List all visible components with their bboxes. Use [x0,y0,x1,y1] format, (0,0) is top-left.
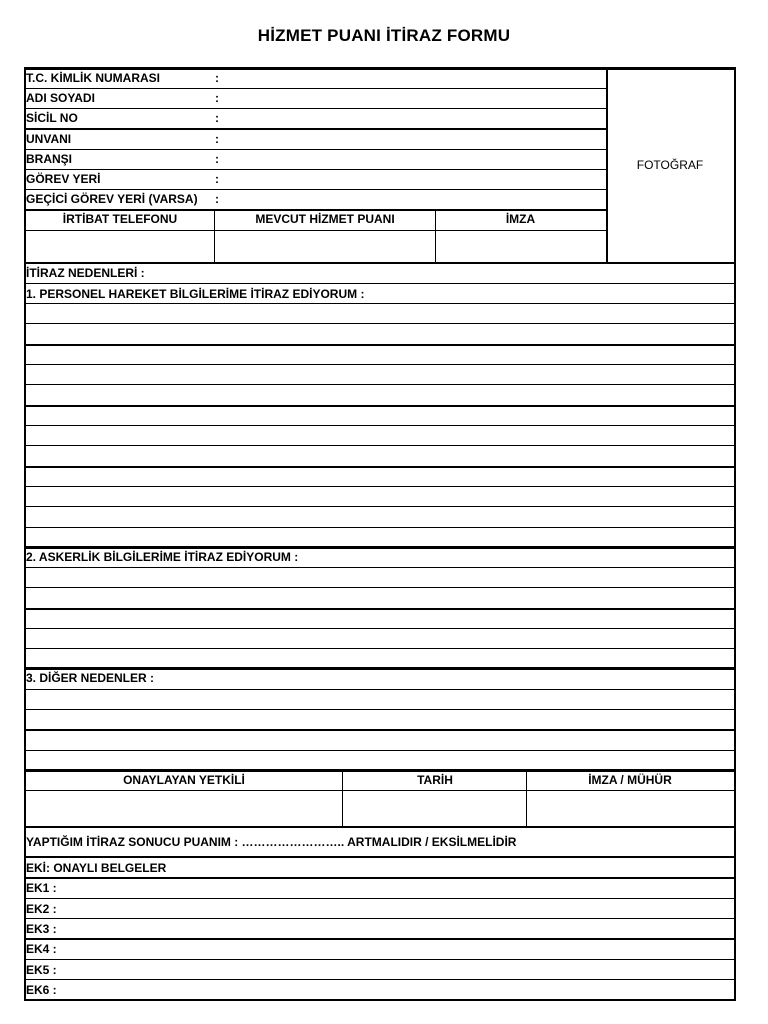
attachment-row: EK2 : [26,902,57,916]
grid-line [24,283,734,284]
field-label-name: ADI SOYADI [26,91,95,105]
grid-line [24,149,607,150]
grid-line [24,506,734,507]
grid-line [24,769,736,772]
result-statement: YAPTIĞIM İTİRAZ SONUCU PUANIM : …………………….. ARTMALIDIR / EKSİLMELİDİR [26,835,517,849]
header-date: TARİH [417,773,453,787]
field-label-temp-duty-place: GEÇİCİ GÖREV YERİ (VARSA) [26,192,198,206]
photo-box-label: FOTOĞRAF [636,158,704,172]
section-personnel-movement: 1. PERSONEL HAREKET BİLGİLERİME İTİRAZ EDİYORUM : [26,287,365,301]
attachments-label: EKİ: ONAYLI BELGELER [26,861,167,875]
grid-line [24,527,734,528]
grid-line [24,750,734,751]
grid-line [24,445,734,446]
section-other-reasons: 3. DİĞER NEDENLER : [26,671,155,685]
grid-line [24,918,734,919]
field-colon: : [215,111,219,125]
objection-reasons-label: İTİRAZ NEDENLERİ : [26,266,145,280]
attachment-row: EK3 : [26,922,57,936]
grid-line [24,67,736,70]
grid-line [24,323,734,324]
attachment-row: EK1 : [26,881,57,895]
grid-line [24,999,736,1001]
field-colon: : [215,91,219,105]
grid-line [24,689,734,690]
header-approving-officer: ONAYLAYAN YETKİLİ [123,773,245,787]
grid-line [24,790,734,791]
grid-line [24,877,734,879]
grid-line [24,88,607,89]
grid-line [24,898,734,899]
field-colon: : [215,132,219,146]
grid-line [24,856,736,858]
grid-line [24,938,734,940]
grid-line [24,826,736,828]
grid-line [24,303,734,304]
field-label-tc-no: T.C. KİMLİK NUMARASI [26,71,160,85]
grid-line [24,466,734,468]
field-colon: : [215,71,219,85]
grid-line [24,959,734,960]
field-colon: : [215,172,219,186]
grid-line [24,425,734,426]
grid-line [24,709,734,710]
grid-line [24,648,734,649]
grid-line [24,608,734,610]
field-label-duty-place: GÖREV YERİ [26,172,101,186]
field-colon: : [215,152,219,166]
grid-line [24,364,734,365]
grid-line [24,384,734,385]
field-label-registry-no: SİCİL NO [26,111,78,125]
attachment-row: EK5 : [26,963,57,977]
grid-line [24,667,736,670]
grid-line [24,169,607,170]
header-current-service-points: MEVCUT HİZMET PUANI [255,212,395,226]
header-signature-seal: İMZA / MÜHÜR [588,773,672,787]
grid-line [24,567,734,568]
header-signature: İMZA [505,212,536,226]
grid-line [526,769,527,827]
form-title: HİZMET PUANI İTİRAZ FORMU [257,26,511,45]
grid-line [24,546,736,549]
grid-line [24,262,736,264]
field-colon: : [215,192,219,206]
grid-line [24,209,607,211]
grid-line [24,405,734,407]
attachment-row: EK6 : [26,983,57,997]
grid-line [24,344,734,346]
grid-line [24,108,607,109]
grid-line [24,729,734,731]
field-label-title: UNVANI [26,132,72,146]
section-military-service: 2. ASKERLİK BİLGİLERİME İTİRAZ EDİYORUM : [26,550,299,564]
grid-line [24,486,734,487]
grid-line [24,587,734,588]
grid-line [342,769,343,827]
grid-line [24,230,607,231]
grid-line [24,189,607,190]
header-contact-phone: İRTİBAT TELEFONU [62,212,178,226]
attachment-row: EK4 : [26,942,57,956]
grid-line [24,128,607,130]
grid-line [734,67,736,1001]
grid-line [24,628,734,629]
field-label-branch: BRANŞI [26,152,73,166]
grid-line [24,979,734,980]
